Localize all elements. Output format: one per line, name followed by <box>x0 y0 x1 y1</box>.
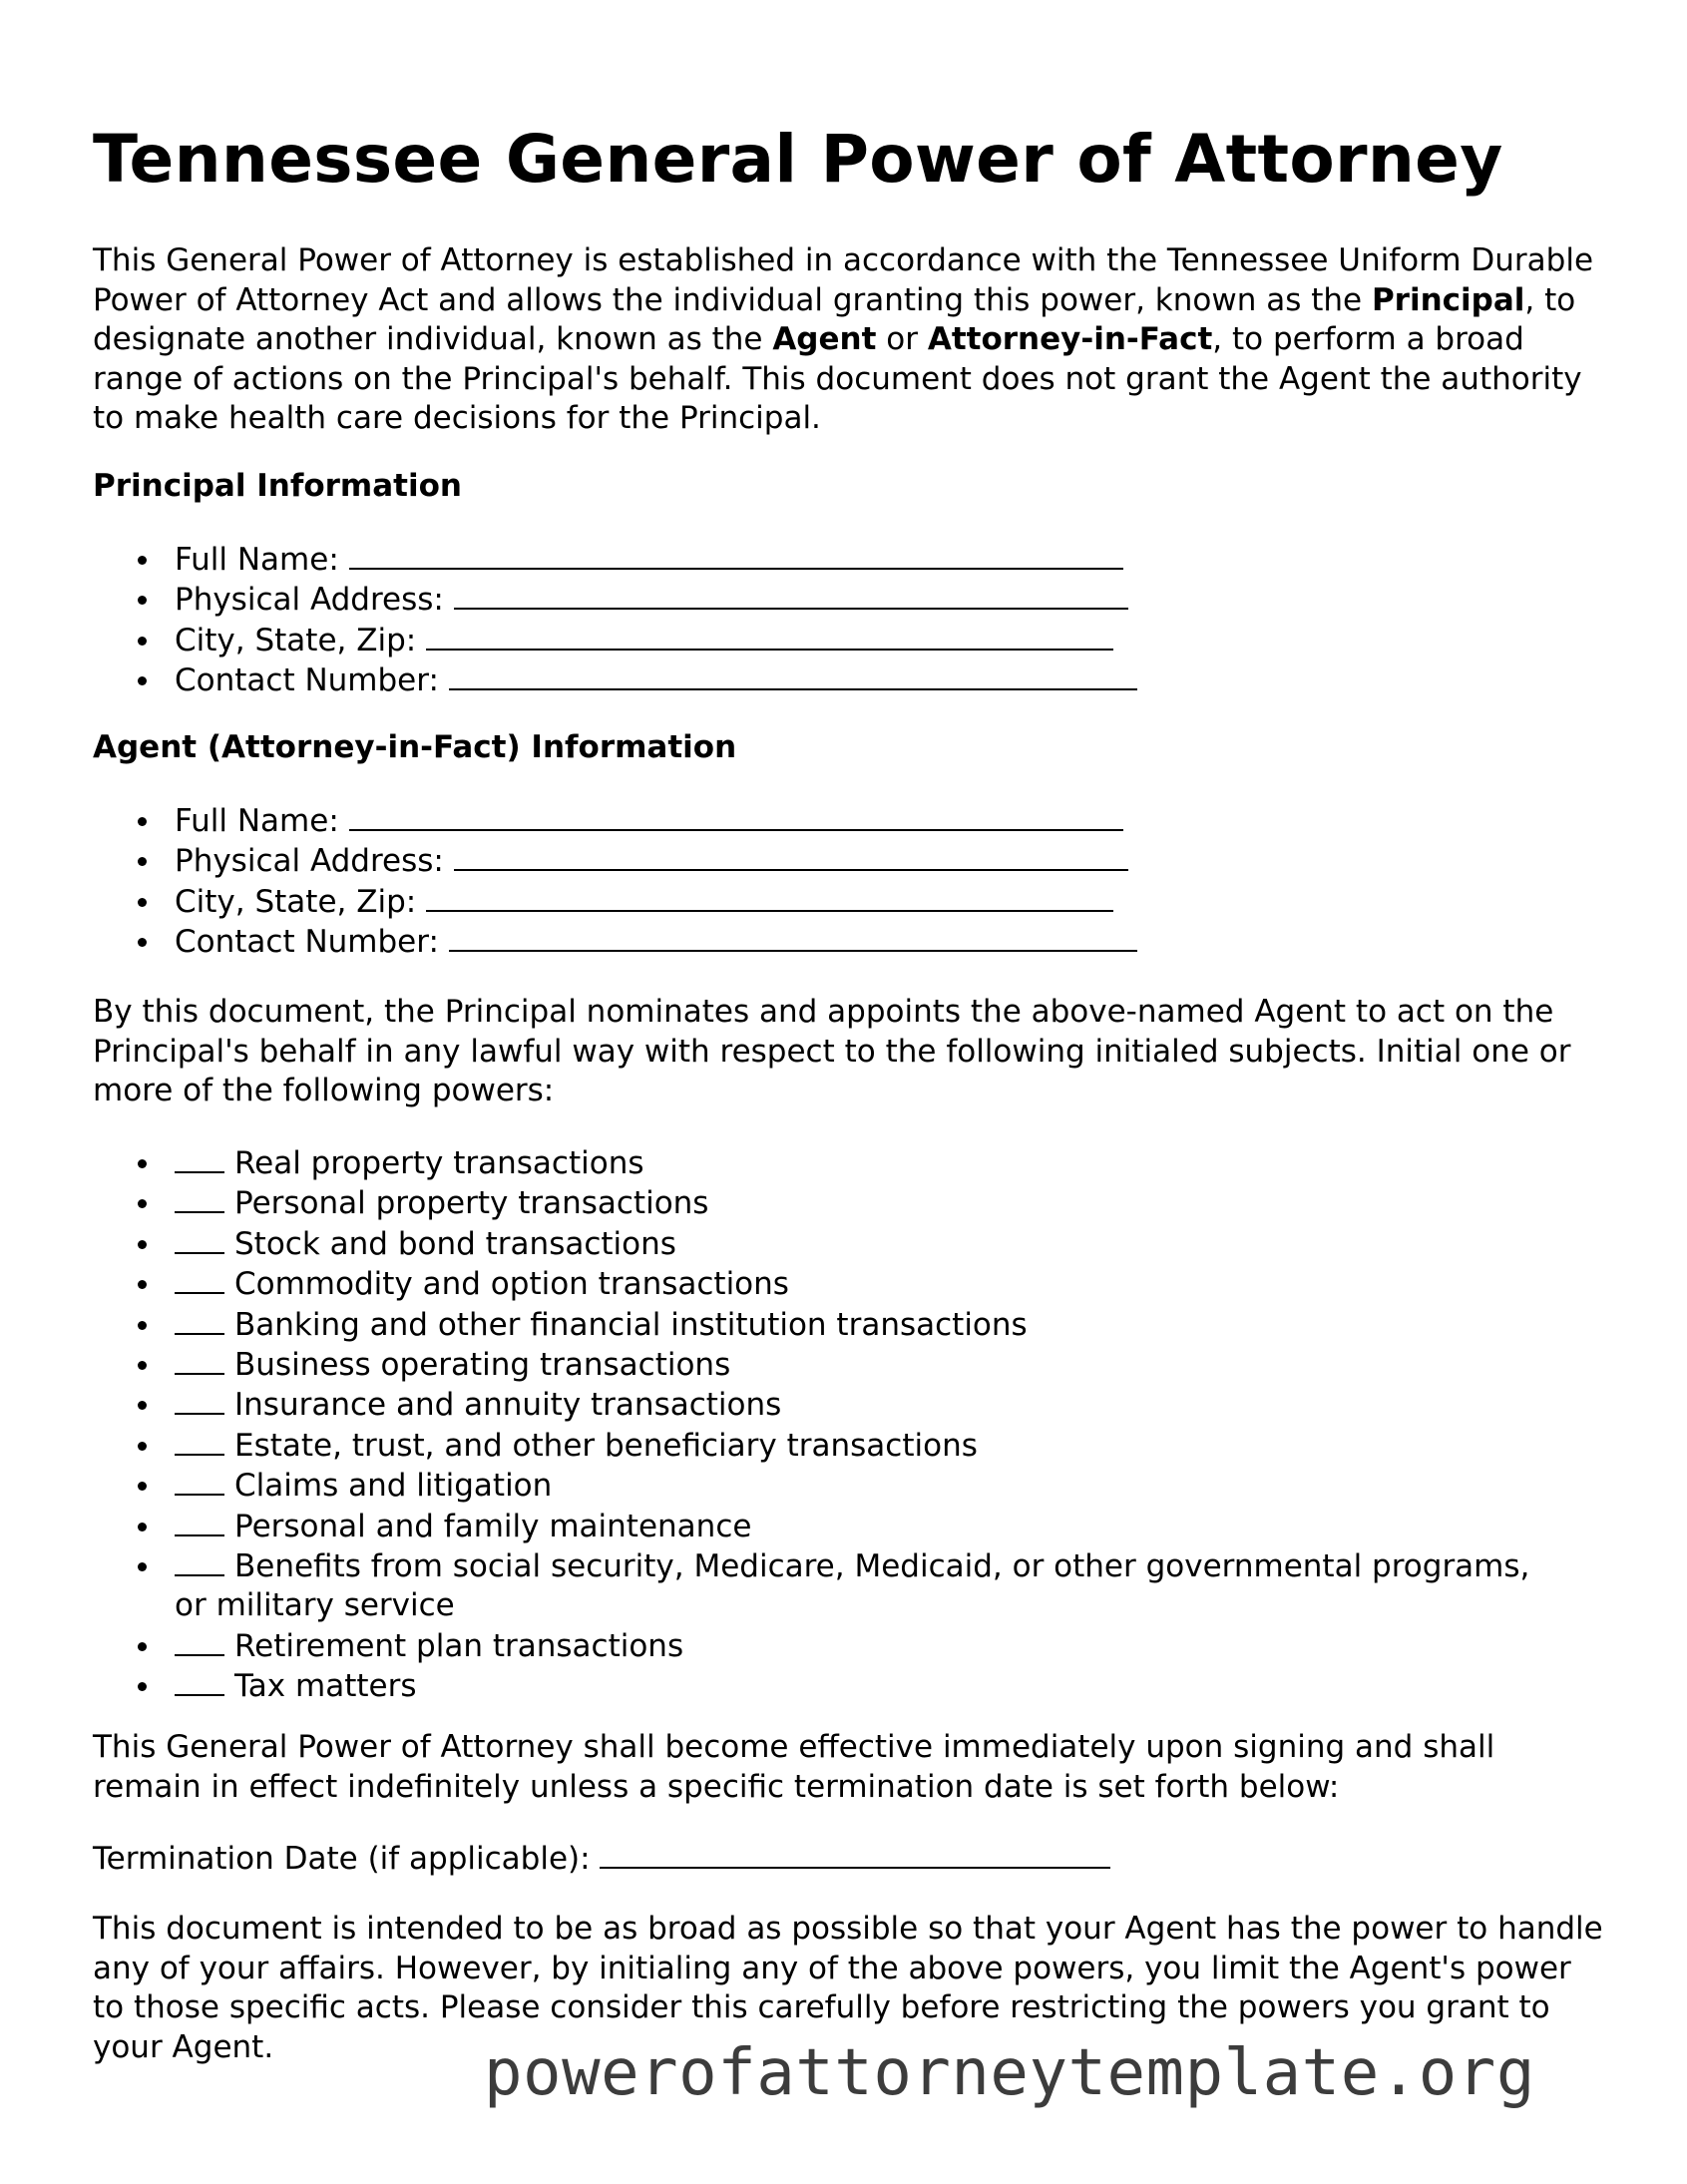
initial-blank[interactable] <box>175 1507 224 1536</box>
agent-term: Agent <box>772 321 877 357</box>
agent-city-state-zip-field <box>93 882 1137 922</box>
agent-full-name-field <box>93 801 1137 841</box>
agent-city-state-zip-blank[interactable] <box>426 882 1113 912</box>
power-item <box>93 1385 1551 1425</box>
power-item <box>93 1626 1551 1666</box>
agent-fields-list <box>93 801 1137 963</box>
initial-blank[interactable] <box>175 1183 224 1213</box>
power-label: Personal and family maintenance <box>234 1508 752 1544</box>
power-label: Stock and bond transactions <box>234 1225 676 1262</box>
initial-blank[interactable] <box>175 1426 224 1456</box>
intro-text-1: This General Power of Attorney is established in accordance with the Tennessee Uniform Durable Power of Attorney Act and allows the individual granting this power, known as the <box>93 242 1594 318</box>
field-label: City, State, Zip: <box>175 622 417 658</box>
field-label: Physical Address: <box>175 582 444 619</box>
field-label: Full Name: <box>175 542 339 578</box>
initial-blank[interactable] <box>175 1224 224 1254</box>
initial-blank[interactable] <box>175 1626 224 1656</box>
field-label: City, State, Zip: <box>175 883 417 920</box>
power-label: Estate, trust, and other beneficiary transactions <box>234 1427 978 1464</box>
principal-full-name-field <box>93 540 1137 580</box>
principal-fields-list <box>93 540 1137 701</box>
field-label: Full Name: <box>175 803 339 839</box>
initial-blank[interactable] <box>175 1345 224 1375</box>
principal-address-blank[interactable] <box>454 580 1128 610</box>
initial-blank[interactable] <box>175 1385 224 1415</box>
field-label: Physical Address: <box>175 843 444 880</box>
power-item <box>93 1546 1551 1626</box>
initial-blank[interactable] <box>175 1666 224 1696</box>
power-item <box>93 1305 1551 1345</box>
initial-blank[interactable] <box>175 1305 224 1335</box>
termination-date-label: Termination Date (if applicable): <box>93 1841 591 1877</box>
power-item <box>93 1466 1551 1506</box>
power-label: Benefits from social security, Medicare, Medicaid, or other governmental programs, or military service <box>175 1548 1530 1624</box>
principal-contact-number-blank[interactable] <box>449 660 1137 690</box>
site-watermark: powerofattorneytemplate.org <box>484 2036 1535 2110</box>
agent-address-field <box>93 841 1137 881</box>
power-item <box>93 1507 1551 1546</box>
intro-text-2: , to designate another individual, known as the <box>93 281 1576 357</box>
document-title: Tennessee General Power of Attorney <box>93 121 1503 198</box>
principal-address-field <box>93 580 1137 620</box>
initial-blank[interactable] <box>175 1264 224 1294</box>
initial-blank[interactable] <box>175 1466 224 1496</box>
power-label: Commodity and option transactions <box>234 1266 789 1303</box>
attorney-in-fact-term: Attorney-in-Fact <box>927 321 1213 357</box>
power-item <box>93 1224 1551 1264</box>
power-label: Retirement plan transactions <box>234 1627 684 1664</box>
field-label: Contact Number: <box>175 662 439 699</box>
agent-full-name-blank[interactable] <box>349 801 1123 831</box>
principal-contact-number-field <box>93 660 1137 700</box>
power-label: Business operating transactions <box>234 1347 731 1384</box>
intro-text-4: , to perform a broad range of actions on the Principal's behalf. This document does not grant the Agent the authority to make health care decisions for the Principal. <box>93 321 1582 436</box>
effective-paragraph: This General Power of Attorney shall become effective immediately upon signing and shall remain in effect indefinitely unless a specific termination date is set forth below: <box>93 1729 1495 1805</box>
principal-info-heading: Principal Information <box>93 468 462 504</box>
intro-text-3: or <box>876 321 928 357</box>
principal-city-state-zip-field <box>93 621 1137 660</box>
power-item <box>93 1426 1551 1466</box>
principal-term: Principal <box>1371 281 1525 318</box>
agent-address-blank[interactable] <box>454 841 1128 871</box>
power-item <box>93 1345 1551 1385</box>
power-item <box>93 1143 1551 1183</box>
power-label: Personal property transactions <box>234 1185 709 1222</box>
power-label: Tax matters <box>234 1668 417 1705</box>
power-label: Banking and other financial institution transactions <box>234 1306 1028 1343</box>
principal-full-name-blank[interactable] <box>349 540 1123 570</box>
termination-date-blank[interactable] <box>600 1839 1110 1869</box>
power-item <box>93 1666 1551 1706</box>
termination-date-line <box>93 1839 1604 1880</box>
powers-list <box>93 1143 1551 1707</box>
appointment-paragraph: By this document, the Principal nominates and appoints the above-named Agent to act on the Principal's behalf in any lawful way with respect to the following initialed subjects. Initial one or more of the following powers: <box>93 994 1571 1108</box>
agent-contact-number-field <box>93 922 1137 962</box>
power-label: Insurance and annuity transactions <box>234 1387 782 1424</box>
intro-paragraph <box>93 241 1604 439</box>
initial-blank[interactable] <box>175 1546 224 1576</box>
power-item <box>93 1264 1551 1304</box>
agent-contact-number-blank[interactable] <box>449 922 1137 952</box>
power-item <box>93 1183 1551 1223</box>
closing-paragraph: This document is intended to be as broad as possible so that your Agent has the power to handle any of your affairs. However, by initialing any of the above powers, you limit the Agent's power to those specific acts. Please consider this carefully before restricting the powers you grant to your Agent. <box>93 1911 1603 2065</box>
initial-blank[interactable] <box>175 1143 224 1173</box>
power-label: Real property transactions <box>234 1145 644 1181</box>
field-label: Contact Number: <box>175 924 439 961</box>
principal-city-state-zip-blank[interactable] <box>426 621 1113 651</box>
agent-info-heading: Agent (Attorney-in-Fact) Information <box>93 729 737 765</box>
power-label: Claims and litigation <box>234 1468 553 1505</box>
